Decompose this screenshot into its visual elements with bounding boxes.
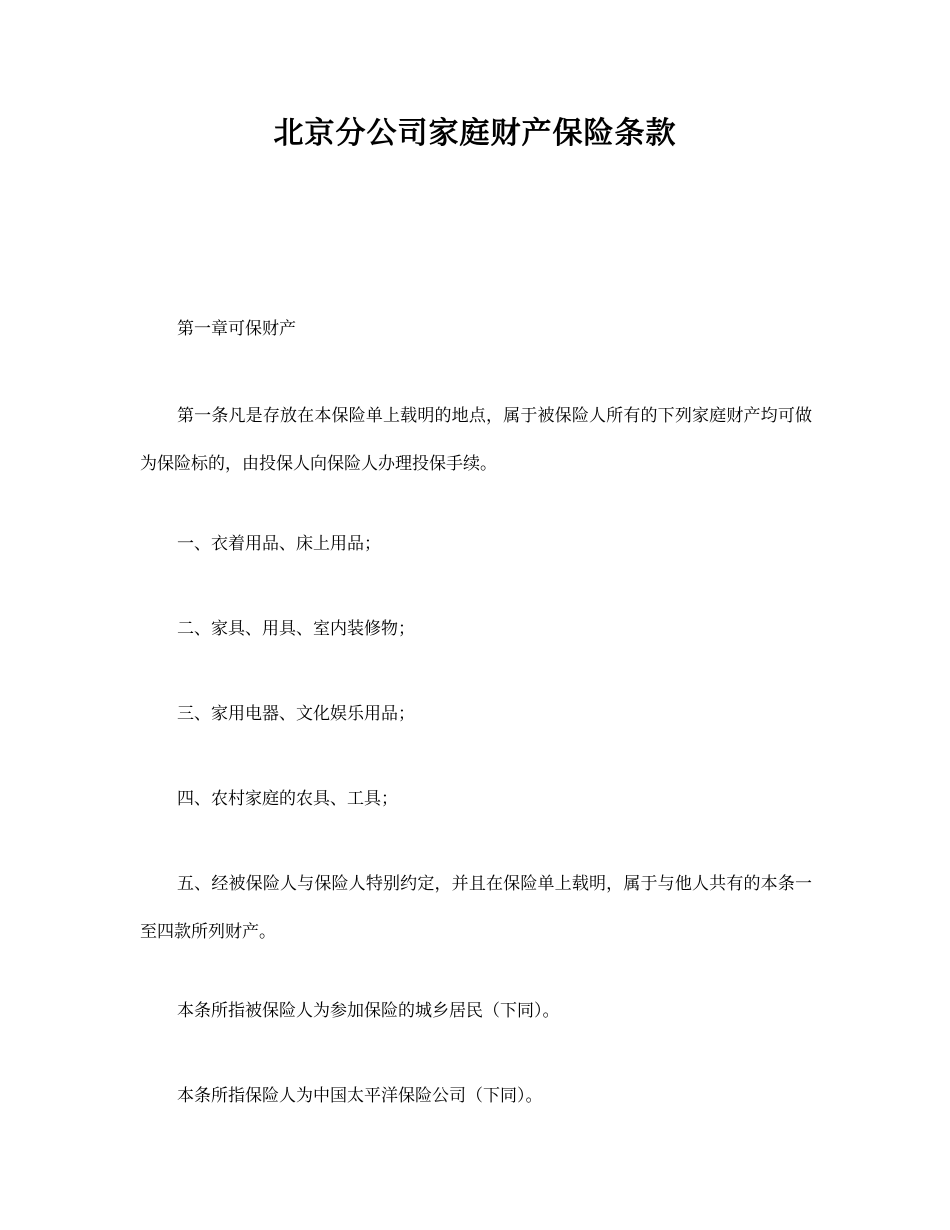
chapter-heading: 第一章可保财产 <box>177 319 296 339</box>
list-item-2: 二、家具、用具、室内装修物； <box>177 619 415 639</box>
document-title: 北京分公司家庭财产保险条款 <box>273 116 677 151</box>
insured-definition-note: 本条所指被保险人为参加保险的城乡居民（下同）。 <box>177 1001 560 1021</box>
insurer-definition-note: 本条所指保险人为中国太平洋保险公司（下同）。 <box>177 1086 543 1106</box>
list-item-5: 五、经被保险人与保险人特别约定，并且在保险单上载明，属于与他人共有的本条一至四款所列财产。 <box>140 874 812 942</box>
article-1-paragraph: 第一条凡是存放在本保险单上载明的地点，属于被保险人所有的下列家庭财产均可做为保险标的，由投保人向保险人办理投保手续。 <box>140 406 812 474</box>
list-item-1: 一、衣着用品、床上用品； <box>177 534 381 554</box>
list-item-3: 三、家用电器、文化娱乐用品； <box>177 704 415 724</box>
list-item-4: 四、农村家庭的农具、工具； <box>177 789 398 809</box>
